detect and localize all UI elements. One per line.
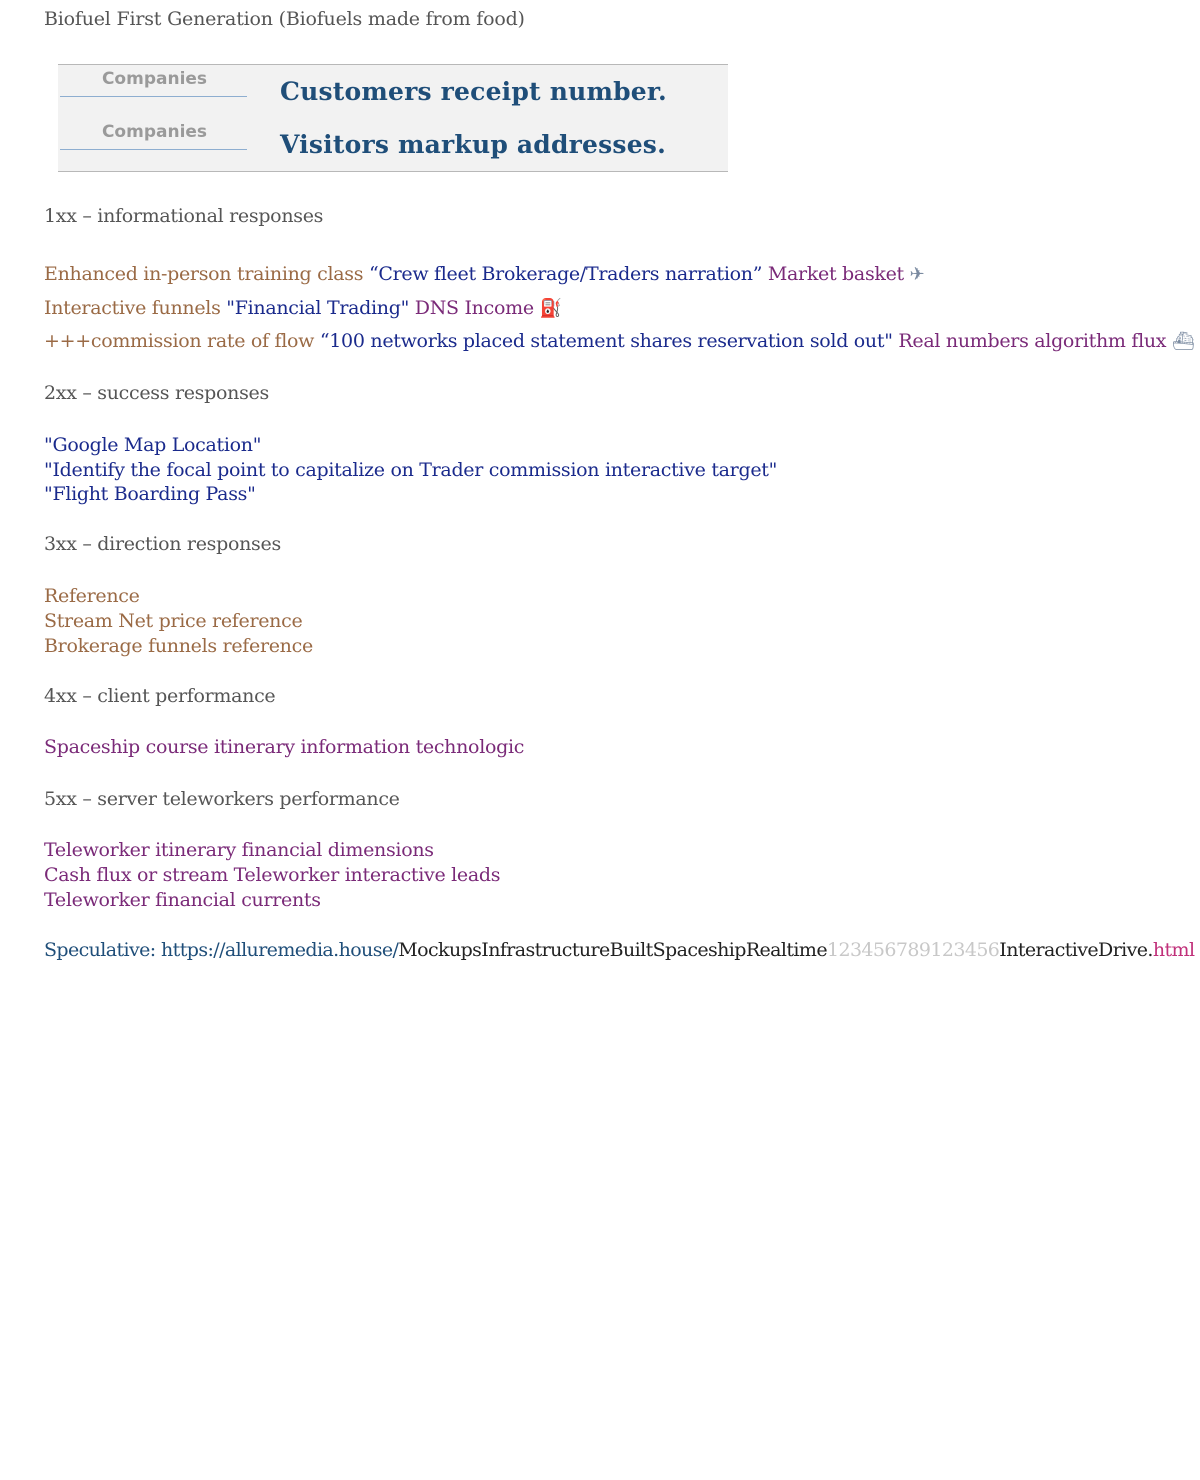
- card-label: Companies: [101, 69, 208, 89]
- section-heading-4xx: 4xx – client performance: [44, 685, 276, 707]
- link-path[interactable]: MockupsInfrastructureBuiltSpaceshipRealtime: [398, 939, 827, 961]
- card-row: [58, 118, 728, 171]
- card-value: Customers receipt number.: [280, 77, 667, 106]
- link-tail[interactable]: InteractiveDrive.: [999, 939, 1153, 961]
- link-digits[interactable]: 123456789123456: [826, 939, 1000, 961]
- section-heading-5xx: 5xx – server teleworkers performance: [44, 788, 400, 810]
- list-item: "Flight Boarding Pass": [44, 483, 256, 505]
- list-item: [44, 261, 924, 288]
- link-base-url[interactable]: https://alluremedia.house/: [161, 939, 399, 961]
- list-item: Teleworker financial currents: [44, 889, 321, 911]
- item-quote: “Crew fleet Brokerage/Traders narration”: [368, 263, 763, 285]
- page-title: Biofuel First Generation (Biofuels made from food): [44, 8, 525, 30]
- item-tag: DNS Income: [414, 297, 534, 319]
- info-card: [58, 64, 728, 172]
- card-value: Visitors markup addresses.: [280, 130, 666, 159]
- list-item: Cash flux or stream Teleworker interactive leads: [44, 864, 501, 886]
- link-label: Speculative:: [44, 939, 162, 961]
- section-heading-1xx: 1xx – informational responses: [44, 205, 324, 227]
- item-tag: Market basket: [767, 263, 904, 285]
- list-item: Spaceship course itinerary information technologic: [44, 736, 525, 758]
- list-item: Stream Net price reference: [44, 610, 303, 632]
- list-item: [44, 328, 1195, 355]
- item-tag: Real numbers algorithm flux: [898, 330, 1167, 352]
- list-item: [44, 295, 562, 322]
- card-row: [58, 65, 728, 118]
- section-heading-2xx: 2xx – success responses: [44, 382, 269, 404]
- list-item: Brokerage funnels reference: [44, 635, 313, 657]
- item-topic: +++commission rate of flow: [44, 330, 315, 352]
- section-heading-3xx: 3xx – direction responses: [44, 533, 281, 555]
- list-item: "Identify the focal point to capitalize on Trader commission interactive target": [44, 459, 778, 481]
- airplane-icon: ✈: [909, 264, 925, 285]
- card-divider: [60, 96, 247, 97]
- ship-icon: ⛴: [1171, 331, 1195, 352]
- item-quote: “100 networks placed statement shares reservation sold out": [319, 330, 893, 352]
- fuel-pump-icon: ⛽: [539, 298, 562, 319]
- list-item: Teleworker itinerary financial dimensions: [44, 839, 434, 861]
- item-topic: Enhanced in-person training class: [44, 263, 364, 285]
- item-quote: "Financial Trading": [226, 297, 410, 319]
- card-divider: [60, 149, 247, 150]
- list-item: "Google Map Location": [44, 434, 262, 456]
- list-item: Reference: [44, 585, 140, 607]
- card-label: Companies: [101, 122, 208, 142]
- link-extension[interactable]: html: [1152, 939, 1195, 961]
- speculative-link[interactable]: [44, 937, 1194, 963]
- item-topic: Interactive funnels: [44, 297, 221, 319]
